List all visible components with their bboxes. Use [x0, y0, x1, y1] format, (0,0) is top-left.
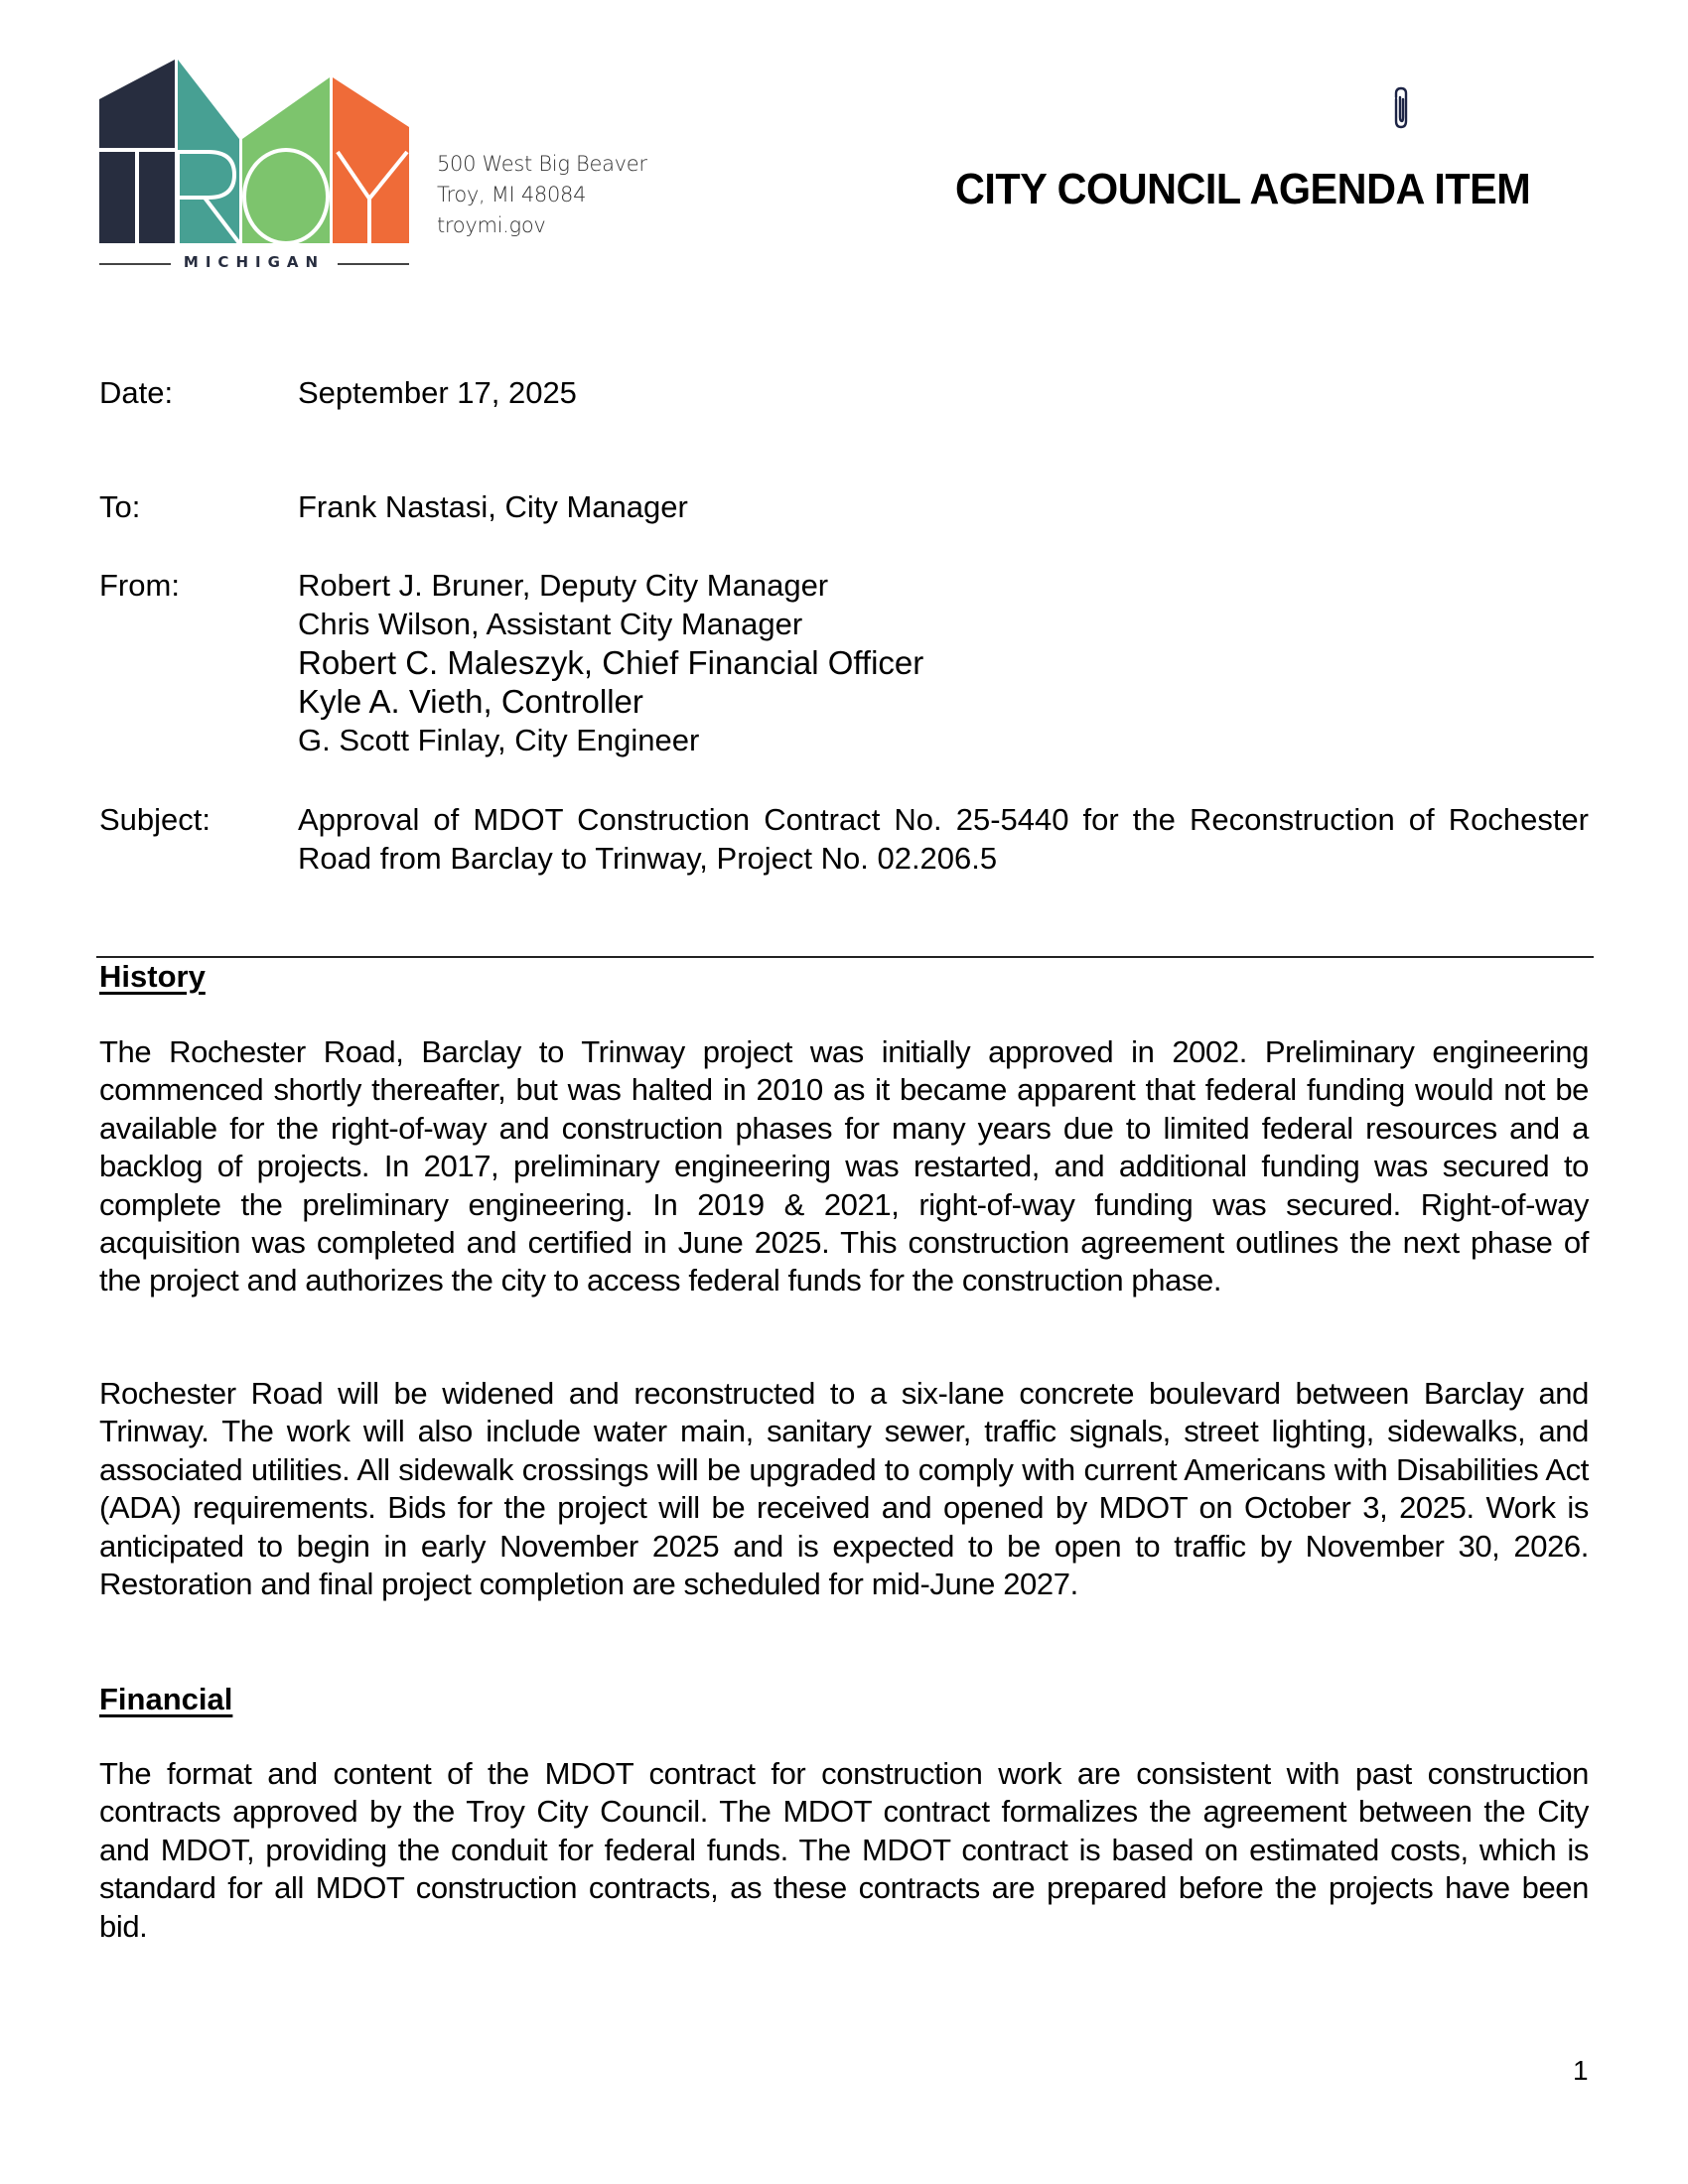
troy-michigan-logo	[99, 58, 417, 276]
document-title: CITY COUNCIL AGENDA ITEM	[955, 165, 1531, 213]
logo-green-block	[242, 77, 330, 243]
history-paragraph: Rochester Road will be widened and reconstructed to a six-lane concrete boulevard between Barclay and Trinway. The work will also include water main, sanitary sewer, traffic signals, street lighting, sidewalks, and associated utilities. All sidewalk crossings will be upgraded to comply with current Americans with Disabilities Act (ADA) requirements. Bids for the project will be received and opened by MDOT on October 3, 2025. Work is anticipated to begin in early November 2025 and is expected to be open to traffic by November 30, 2026. Restoration and final project completion are scheduled for mid-June 2027.	[99, 1376, 1589, 1602]
subject-value: Approval of MDOT Construction Contract No. 25-5440 for the Reconstruction of Rochester Road from Barclay to Trinway, Project No. 02.206.5	[298, 802, 1589, 876]
logo-graphic	[99, 58, 417, 276]
section-divider	[96, 956, 1594, 958]
history-heading: History	[99, 959, 206, 994]
date-label: Date:	[99, 375, 174, 410]
from-list	[298, 566, 923, 759]
logo-michigan-text: MICHIGAN	[183, 253, 326, 271]
subject-label: Subject:	[99, 802, 211, 837]
website-link[interactable]: troymi.gov	[437, 213, 546, 237]
paperclip-icon[interactable]	[1390, 85, 1412, 131]
from-item: Robert J. Bruner, Deputy City Manager	[298, 568, 829, 603]
address-street: 500 West Big Beaver	[437, 152, 647, 176]
address-city: Troy, MI 48084	[437, 183, 587, 206]
from-item: Kyle A. Vieth, Controller	[298, 683, 643, 720]
page-number: 1	[1573, 2055, 1589, 2086]
from-label: From:	[99, 568, 180, 603]
from-item: Robert C. Maleszyk, Chief Financial Officer	[298, 644, 924, 681]
city-address	[437, 149, 647, 241]
to-label: To:	[99, 489, 141, 524]
financial-heading: Financial	[99, 1682, 233, 1716]
to-value: Frank Nastasi, City Manager	[298, 489, 688, 524]
date-value: September 17, 2025	[298, 375, 577, 410]
history-paragraph: The Rochester Road, Barclay to Trinway project was initially approved in 2002. Preliminary engineering commenced shortly thereafter, but was halted in 2010 as it became apparent that federal funding would not be available for the right-of-way and construction phases for many years due to limited federal resources and a backlog of projects. In 2017, preliminary engineering was restarted, and additional funding was secured to complete the preliminary engineering. In 2019 & 2021, right-of-way funding was secured. Right-of-way acquisition was completed and certified in June 2025. This construction agreement outlines the next phase of the project and authorizes the city to access federal funds for the construction phase.	[99, 1034, 1589, 1298]
from-item: Chris Wilson, Assistant City Manager	[298, 607, 803, 641]
financial-paragraph: The format and content of the MDOT contract for construction work are consistent with past construction contracts approved by the Troy City Council. The MDOT contract formalizes the agreement between the City and MDOT, providing the conduit for federal funds. The MDOT contract is based on estimated costs, which is standard for all MDOT construction contracts, as these contracts are prepared before the projects have been bid.	[99, 1756, 1589, 1944]
from-item: G. Scott Finlay, City Engineer	[298, 723, 700, 757]
